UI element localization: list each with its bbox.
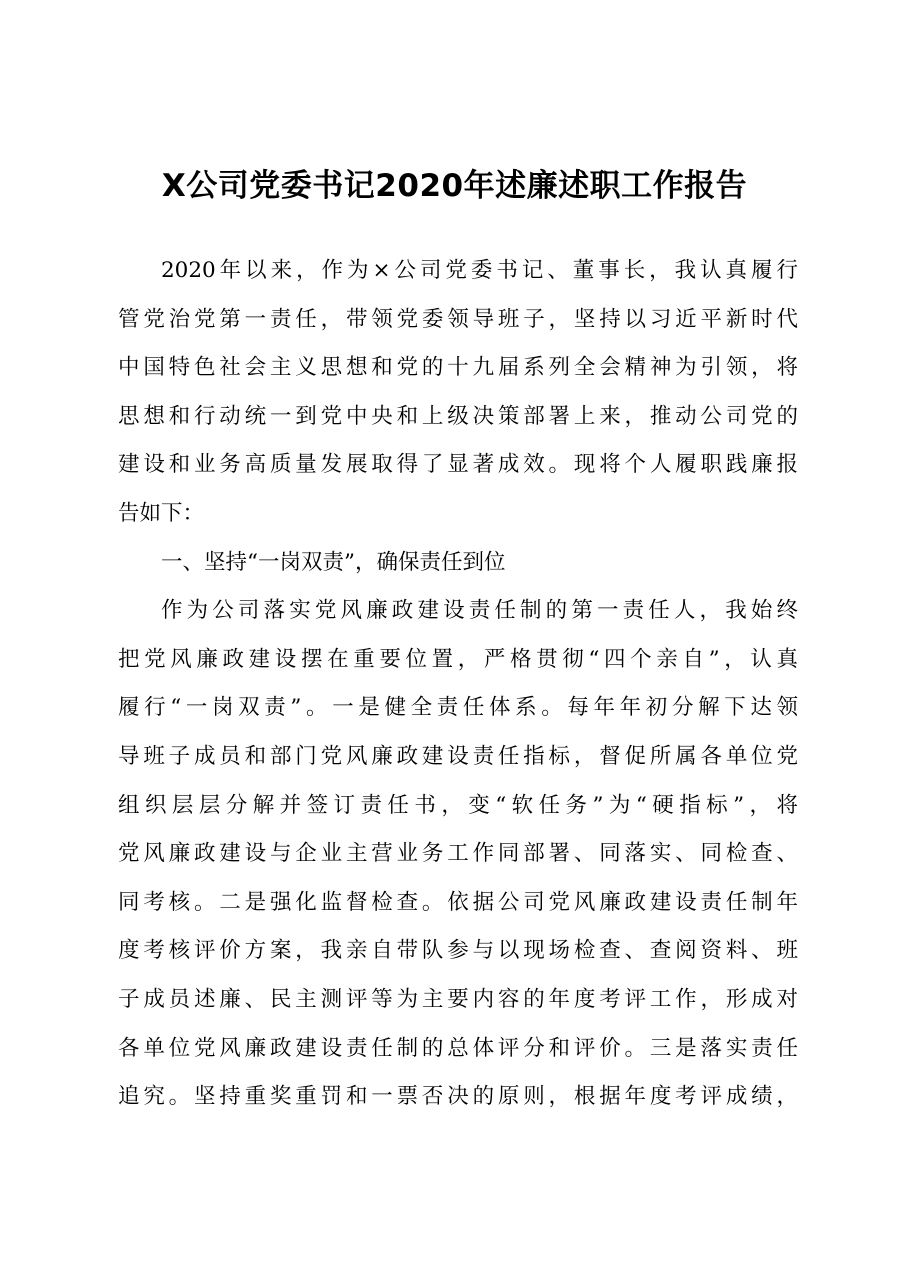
paragraph-line: 一、坚持“一岗双责”，确保责任到位: [161, 549, 506, 575]
paragraph-line: 把党风廉政建设摆在重要位置，严格贯彻“四个亲自”，认真: [118, 646, 798, 672]
paragraph-line: 组织层层分解并签订责任书，变“软任务”为“硬指标”，将: [118, 792, 798, 818]
paragraph-line: 履行“一岗双责”。一是健全责任体系。每年年初分解下达领: [118, 695, 798, 721]
paragraph-line: 思想和行动统一到党中央和上级决策部署上来，推动公司党的: [118, 403, 798, 429]
paragraph-line: 度考核评价方案，我亲自带队参与以现场检查、查阅资料、班: [118, 938, 798, 964]
paragraph-line: 告如下：: [118, 500, 205, 526]
paragraph-line: 中国特色社会主义思想和党的十九届系列全会精神为引领，将: [118, 355, 798, 381]
document-body: [118, 247, 798, 1122]
paragraph-line: 各单位党风廉政建设责任制的总体评分和评价。三是落实责任: [118, 1035, 798, 1061]
paragraph-line: 同考核。二是强化监督检查。依据公司党风廉政建设责任制年: [118, 889, 798, 915]
paragraph-line: 建设和业务高质量发展取得了显著成效。现将个人履职践廉报: [118, 452, 798, 478]
paragraph-line: 导班子成员和部门党风廉政建设责任指标，督促所属各单位党: [118, 743, 798, 769]
paragraph-line: 2020年以来，作为×公司党委书记、董事长，我认真履行: [161, 258, 798, 283]
paragraph-line: 追究。坚持重奖重罚和一票否决的原则，根据年度考评成绩，: [118, 1084, 798, 1110]
paragraph-line: 作为公司落实党风廉政建设责任制的第一责任人，我始终: [161, 598, 798, 624]
paragraph-line: 子成员述廉、民主测评等为主要内容的年度考评工作，形成对: [118, 986, 798, 1012]
paragraph-line: 党风廉政建设与企业主营业务工作同部署、同落实、同检查、: [118, 841, 798, 867]
paragraph-line: 管党治党第一责任，带领党委领导班子，坚持以习近平新时代: [118, 306, 798, 332]
document-title: X公司党委书记2020年述廉述职工作报告: [161, 168, 748, 204]
